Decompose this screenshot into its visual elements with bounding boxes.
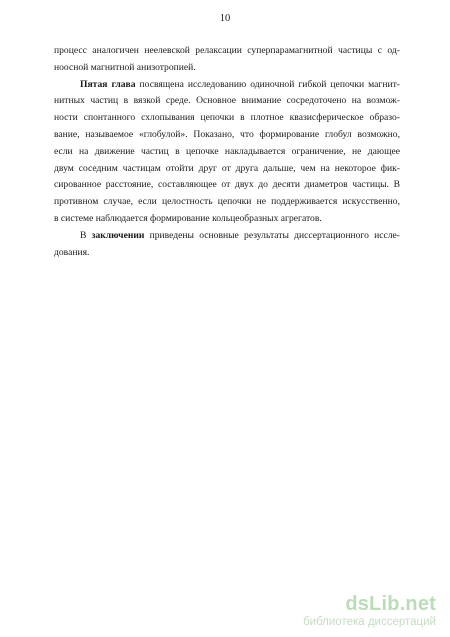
watermark-logo: dsLib.net [345, 593, 436, 615]
text-line: дования. [54, 246, 90, 258]
watermark-subtitle: библиотека диссертаций [303, 616, 436, 628]
text-line: ноосной магнитной анизотропией. [54, 61, 196, 73]
text-line [54, 228, 400, 245]
paragraph-conclusion [54, 228, 400, 262]
text-line [54, 77, 400, 94]
text-line: сированное расстояние, составляющее от двух до десяти диаметров частицы. В [54, 179, 400, 191]
conclusion-heading: заключении [91, 229, 145, 241]
paragraph-intro-continuation [54, 43, 400, 77]
text-line: нитных частиц в вязкой среде. Основное внимание сосредоточено на возмож- [54, 95, 400, 107]
text-fragment: посвящена исследованию одиночной гибкой цепочки магнит- [135, 78, 400, 90]
text-line: ности спонтанного схлопывания цепочки в плотное квазисферическое образо- [54, 112, 400, 124]
body-text [54, 43, 400, 261]
text-line: противном случае, если целостность цепочки не поддерживается искусственно, [54, 196, 400, 208]
text-line: двум соседним частицам отойти друг от друга дальше, чем на некоторое фик- [54, 162, 400, 174]
text-fragment: приведены основные результаты диссертационного иссле- [144, 229, 400, 241]
chapter-five-heading: Пятая глава [80, 78, 136, 90]
page-number: 10 [219, 13, 231, 24]
paragraph-chapter-five [54, 77, 400, 228]
text-line: процесс аналогичен неелевской релаксации суперпарамагнитной частицы с од- [54, 45, 400, 56]
text-line: вание, называемое «глобулой». Показано, что формирование глобул возможно, [54, 128, 400, 140]
text-line: в системе наблюдается формирование кольцеобразных агрегатов. [54, 212, 322, 224]
watermark [303, 593, 436, 629]
text-fragment: В [80, 229, 92, 241]
text-line: если на движение частиц в цепочке накладывается ограничение, не дающее [54, 145, 400, 157]
